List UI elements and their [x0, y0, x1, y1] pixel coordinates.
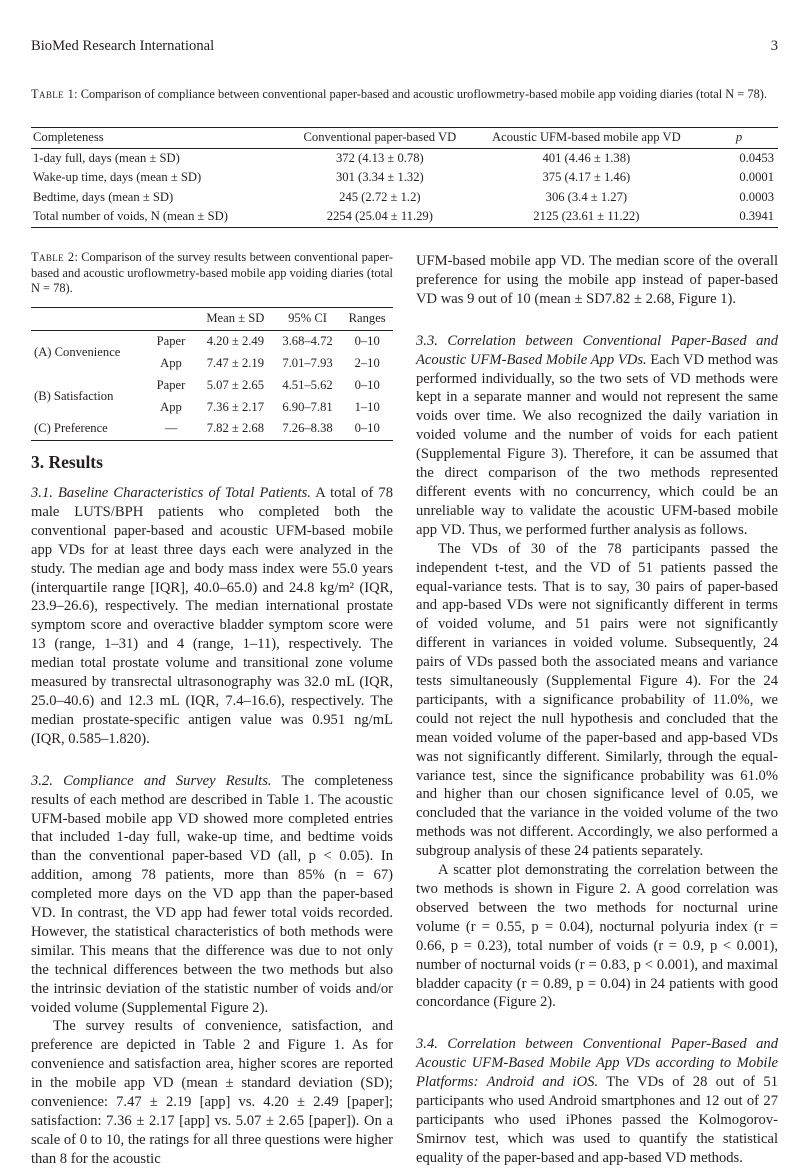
table2-label: Table 2 [31, 250, 75, 264]
table-cell: 2–10 [354, 355, 380, 370]
paragraph-text: A total of 78 male LUTS/BPH patients who completed both the conventional paper-based and acoustic UFM-based mobile app VDs for at least three days each were analyzed in the study. The median age and body mass index were 55.0 years (interquartile range [IQR], 40.0–65.0) and 24.8 kg/m² (IQR, 23.9–26.6), respectively. The median international prostate symptom score and overactive bladder symptom score were 13 (range, 1–31) and 4 (range, 1–11), respectively. The median total prostate volume and transitional zone volume measured by transrectal ultrasonography was 32.0 mL (IQR, 25.0–40.6) and 12.3 mL (IQR, 7.4–16.6), respectively. The median prostate-specific antigen value was 0.951 ng/mL (IQR, 0.585–1.820). [31, 485, 393, 747]
table-cell: — [164, 421, 178, 436]
table-cell: 7.01–7.93 [282, 355, 333, 370]
paragraph-text: The completeness results of each method are described in Table 1. The acoustic UFM-based mobile app VD showed more completed entries that included 1-day full, wake-up time, and bedtime voids than the conventional paper-based VD (all, p < 0.05). In addition, among 78 patients, more than 85% (n = 67) completed more days on the VD app than the paper-based VD. In contrast, the VD app had fewer total voids recorded. However, the statistical characteristics of both methods were similar. This means that the difference was due to not only the technical differences between the two methods but also the intrinsic deviation of the statistic number of voids and/or voided volume (Supplemental Figure 2). [31, 772, 393, 1016]
table-cell: App [160, 399, 182, 414]
table2-caption-text: : Comparison of the survey results between conventional paper-based and acoustic uroflowmetry-based mobile app voiding diaries (total N = 78). [31, 250, 394, 296]
table-cell: 372 (4.13 ± 0.78) [336, 150, 424, 165]
left-column [31, 484, 393, 1169]
table-row [31, 188, 778, 208]
paragraph-text: Each VD method was performed individually, so the two sets of VD methods were kept in a separate manner and would not represent the same voids over time. We also recognized the daily variation in voided volume and the number of voids for each patient (Supplemental Figure 3). Therefore, it can be assumed that the direct comparison of the two methods represented different events with no concurrency, which could be an unreliable way to validate the acoustic UFM-based mobile app VD. Thus, we performed further analysis as follows. [416, 351, 779, 538]
table2-header-cell [145, 308, 197, 331]
table-cell: 0.0001 [739, 170, 774, 185]
table-row [31, 418, 393, 440]
table-cell: App [160, 355, 182, 370]
paragraph: The survey results of convenience, satisfaction, and preference are depicted in Table 2 and Figure 1. As for convenience and satisfaction area, higher scores are reported in the mobile app VD (mean ± standard deviation (SD); convenience: 7.47 ± 2.19 [app] vs. 4.20 ± 2.49 [paper]; satisfaction: 7.36 ± 2.17 [app] vs. 5.07 ± 2.65 [paper]). On a scale of 0 to 10, the ratings for all three questions were higher than 8 for the acoustic [31, 1018, 393, 1167]
table2-group-label: (A) Convenience [34, 345, 121, 360]
table-cell: 245 (2.72 ± 1.2) [339, 189, 421, 204]
table-cell: Wake-up time, days (mean ± SD) [33, 170, 202, 185]
right-column [416, 252, 778, 1168]
paragraph [31, 772, 393, 1018]
table-cell: 375 (4.17 ± 1.46) [542, 170, 631, 185]
table1-header-cell: Conventional paper-based VD [303, 130, 457, 145]
table-cell: Total number of voids, N (mean ± SD) [33, 209, 228, 224]
table1-header-cell: p [735, 130, 743, 145]
subsection-title: 3.2. Compliance and Survey Results. [31, 772, 272, 789]
table-cell: 0.0003 [739, 189, 774, 204]
table2-group-label: (C) Preference [34, 421, 108, 436]
table2-header-cell: Ranges [348, 311, 386, 326]
table-cell: Paper [156, 334, 186, 349]
table-cell: 0–10 [354, 334, 380, 349]
table2-header-cell: 95% CI [288, 311, 327, 326]
paragraph [416, 332, 778, 540]
table1-label: Table 1 [31, 87, 75, 101]
paragraph [31, 484, 393, 749]
table-row [31, 330, 393, 352]
table2-group-label: (B) Satisfaction [34, 388, 114, 403]
table-cell: 7.82 ± 2.68 [206, 421, 264, 436]
table-cell: 1–10 [354, 399, 380, 414]
section-heading-results: 3. Results [31, 452, 103, 472]
table-cell: 7.36 ± 2.17 [206, 399, 264, 414]
table2 [31, 307, 393, 441]
subsection-title: 3.3. Correlation between Conventional Paper-Based and Acoustic UFM-Based Mobile App VDs. [416, 332, 778, 368]
table-cell: 0.0453 [739, 150, 774, 165]
running-header: BioMed Research International [31, 38, 215, 54]
table-cell: 2125 (23.61 ± 11.22) [533, 209, 640, 224]
table-cell: 5.07 ± 2.65 [206, 377, 264, 392]
table-cell: 1-day full, days (mean ± SD) [33, 150, 180, 165]
table-cell: 0–10 [354, 377, 380, 392]
page-number: 3 [770, 38, 778, 54]
table1-header-cell: Acoustic UFM-based mobile app VD [492, 130, 681, 145]
table-cell: 4.51–5.62 [282, 377, 333, 392]
table1-caption [31, 87, 778, 103]
table-cell: 4.20 ± 2.49 [206, 334, 264, 349]
table2-header-cell [31, 308, 145, 331]
table-cell: 401 (4.46 ± 1.38) [542, 150, 631, 165]
table-cell: 7.26–8.38 [282, 421, 333, 436]
table-cell: 0–10 [354, 421, 380, 436]
table-cell: 3.68–4.72 [282, 334, 333, 349]
paragraph: A scatter plot demonstrating the correlation between the two methods is shown in Figure 2. A good correlation was observed between the two methods for nocturnal urine volume (r = 0.55, p = 0.04), nocturnal polyuria index (r = 0.66, p = 0.23), total number of voids (r = 0.9, p < 0.001), number of nocturnal voids (r = 0.83, p < 0.001), and maximal bladder capacity (r = 0.89, p = 0.04) in 24 patients with good concordance (Figure 2). [416, 862, 778, 1011]
table-cell: 2254 (25.04 ± 11.29) [326, 209, 433, 224]
table1 [31, 127, 778, 228]
table-row [31, 374, 393, 396]
paragraph: The VDs of 30 of the 78 participants passed the independent t-test, and the VD of 51 patients passed the equal-variance tests. That is to say, 30 pairs of paper-based and app-based VDs were not significantly different in terms of voided volume, and 51 pairs were not significantly different in variances in voided volume. Subsequently, 24 pairs of VDs passed both the associated means and variance tests simultaneously (Supplemental Figure 4). For the 24 participants, with a significance probability of 11.0%, we could not reject the null hypothesis and concluded that the mean voided volume of the paper-based and app-based VDs was not significantly different. Similarly, through the equal-variance test, since the significance probability was 61.0% and higher than our chosen significance level of 0.05, we concluded that the variance in the voided volume of the two methods was not different. Accordingly, we also performed a subgroup analysis of these 24 patients separately. [416, 540, 778, 860]
table-cell: 306 (3.4 ± 1.27) [545, 189, 628, 204]
table-cell: 6.90–7.81 [282, 399, 333, 414]
table-cell: Bedtime, days (mean ± SD) [33, 189, 174, 204]
paragraph: UFM-based mobile app VD. The median score of the overall preference for using the mobile app instead of paper-based VD was 9 out of 10 (mean ± SD7.82 ± 2.68, Figure 1). [416, 253, 778, 307]
table2-caption [31, 250, 393, 297]
table-cell: 0.3941 [739, 209, 774, 224]
table1-caption-text: : Comparison of compliance between conventional paper-based and acoustic uroflowmetry-based mobile app voiding diaries (total N = 78). [74, 87, 768, 101]
table1-header-cell: Completeness [33, 130, 104, 145]
table-row [31, 168, 778, 188]
subsection-title: 3.4. Correlation between Conventional Paper-Based and Acoustic UFM-Based Mobile App VDs according to Mobile Platforms: Android and iOS. [416, 1036, 778, 1091]
paragraph-text: The VDs of 28 out of 51 participants who used Android smartphones and 12 out of 27 participants who used iPhones passed the Kolmogorov-Smirnov test, which was used to quantify the statistical equality of the paper-based and app-based VD methods. [416, 1074, 778, 1166]
subsection-title: 3.1. Baseline Characteristics of Total Patients. [31, 485, 311, 501]
table-cell: 7.47 ± 2.19 [206, 355, 264, 370]
paragraph [416, 1035, 778, 1167]
table-cell: 301 (3.34 ± 1.32) [336, 170, 424, 185]
table-row [31, 207, 778, 227]
table2-header-cell: Mean ± SD [206, 311, 265, 326]
table2-header-row [31, 308, 393, 331]
table-row [31, 148, 778, 168]
table-cell: Paper [156, 377, 186, 392]
table1-header-row [31, 128, 778, 149]
